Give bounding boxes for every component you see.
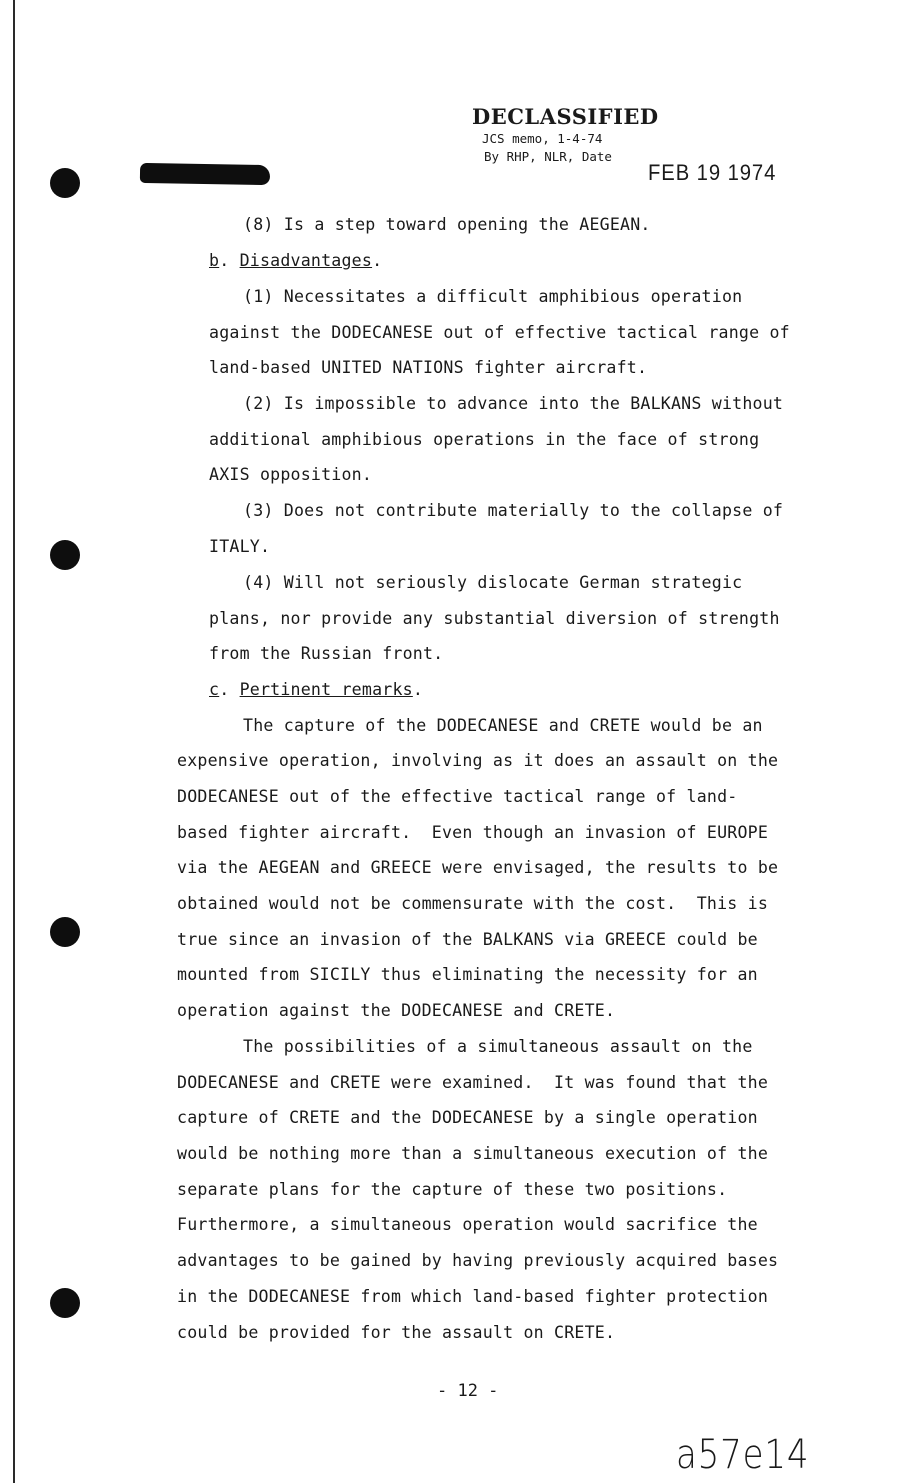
- remarks-paragraph-1-line: via the AEGEAN and GREECE were envisaged, the results to be: [177, 858, 779, 877]
- disadvantage-4-line: plans, nor provide any substantial diversion of strength: [209, 609, 780, 628]
- disadvantage-1-line: land-based UNITED NATIONS fighter aircraft.: [209, 358, 648, 377]
- remarks-paragraph-1-line: DODECANESE out of the effective tactical range of land-: [177, 787, 738, 806]
- disadvantage-1-line: against the DODECANESE out of effective tactical range of: [209, 323, 790, 342]
- declassified-stamp-title: DECLASSIFIED: [472, 104, 659, 129]
- page-number: - 12 -: [437, 1381, 499, 1401]
- disadvantages-heading: b. Disadvantages.: [209, 251, 383, 270]
- declassified-authority: JCS memo, 1-4-74: [482, 131, 603, 146]
- remarks-paragraph-1-line: obtained would not be commensurate with the cost. This is: [177, 894, 769, 913]
- remarks-paragraph-2-line: could be provided for the assault on CRETE.: [177, 1323, 616, 1342]
- remarks-paragraph-1-line: operation against the DODECANESE and CRETE.: [177, 1001, 616, 1020]
- declassified-date: FEB 19 1974: [648, 160, 777, 185]
- handwritten-archive-note: a57e14: [676, 1432, 810, 1478]
- disadvantage-4-line: (4) Will not seriously dislocate German strategic: [243, 573, 743, 592]
- disadvantage-3-line: (3) Does not contribute materially to the collapse of: [243, 501, 784, 520]
- punch-hole: [50, 540, 80, 570]
- remarks-paragraph-1-line: based fighter aircraft. Even though an invasion of EUROPE: [177, 823, 769, 842]
- disadvantage-2-line: AXIS opposition.: [209, 465, 373, 484]
- remarks-paragraph-1-line: The capture of the DODECANESE and CRETE would be an: [243, 716, 763, 735]
- remarks-paragraph-2-line: capture of CRETE and the DODECANESE by a single operation: [177, 1108, 758, 1127]
- page-edge: [13, 0, 15, 1483]
- declassified-by: By RHP, NLR, Date: [484, 149, 612, 164]
- remarks-paragraph-2-line: The possibilities of a simultaneous assault on the: [243, 1037, 753, 1056]
- punch-hole: [50, 917, 80, 947]
- disadvantage-3-line: ITALY.: [209, 537, 271, 556]
- pertinent-remarks-heading: c. Pertinent remarks.: [209, 680, 424, 699]
- remarks-paragraph-2-line: in the DODECANESE from which land-based fighter protection: [177, 1287, 769, 1306]
- disadvantage-2-line: additional amphibious operations in the face of strong: [209, 430, 760, 449]
- remarks-paragraph-2-line: DODECANESE and CRETE were examined. It was found that the: [177, 1073, 769, 1092]
- remarks-paragraph-2-line: advantages to be gained by having previously acquired bases: [177, 1251, 779, 1270]
- remarks-paragraph-2-line: would be nothing more than a simultaneous execution of the: [177, 1144, 769, 1163]
- remarks-paragraph-1-line: expensive operation, involving as it does an assault on the: [177, 751, 779, 770]
- advantage-item-8: (8) Is a step toward opening the AEGEAN.: [243, 215, 651, 234]
- redaction-mark: [140, 163, 270, 185]
- remarks-paragraph-2-line: Furthermore, a simultaneous operation would sacrifice the: [177, 1215, 758, 1234]
- punch-hole: [50, 168, 80, 198]
- disadvantage-2-line: (2) Is impossible to advance into the BALKANS without: [243, 394, 784, 413]
- remarks-paragraph-1-line: mounted from SICILY thus eliminating the necessity for an: [177, 965, 758, 984]
- disadvantage-1-line: (1) Necessitates a difficult amphibious operation: [243, 287, 743, 306]
- remarks-paragraph-2-line: separate plans for the capture of these two positions.: [177, 1180, 728, 1199]
- remarks-paragraph-1-line: true since an invasion of the BALKANS via GREECE could be: [177, 930, 758, 949]
- punch-hole: [50, 1288, 80, 1318]
- disadvantage-4-line: from the Russian front.: [209, 644, 444, 663]
